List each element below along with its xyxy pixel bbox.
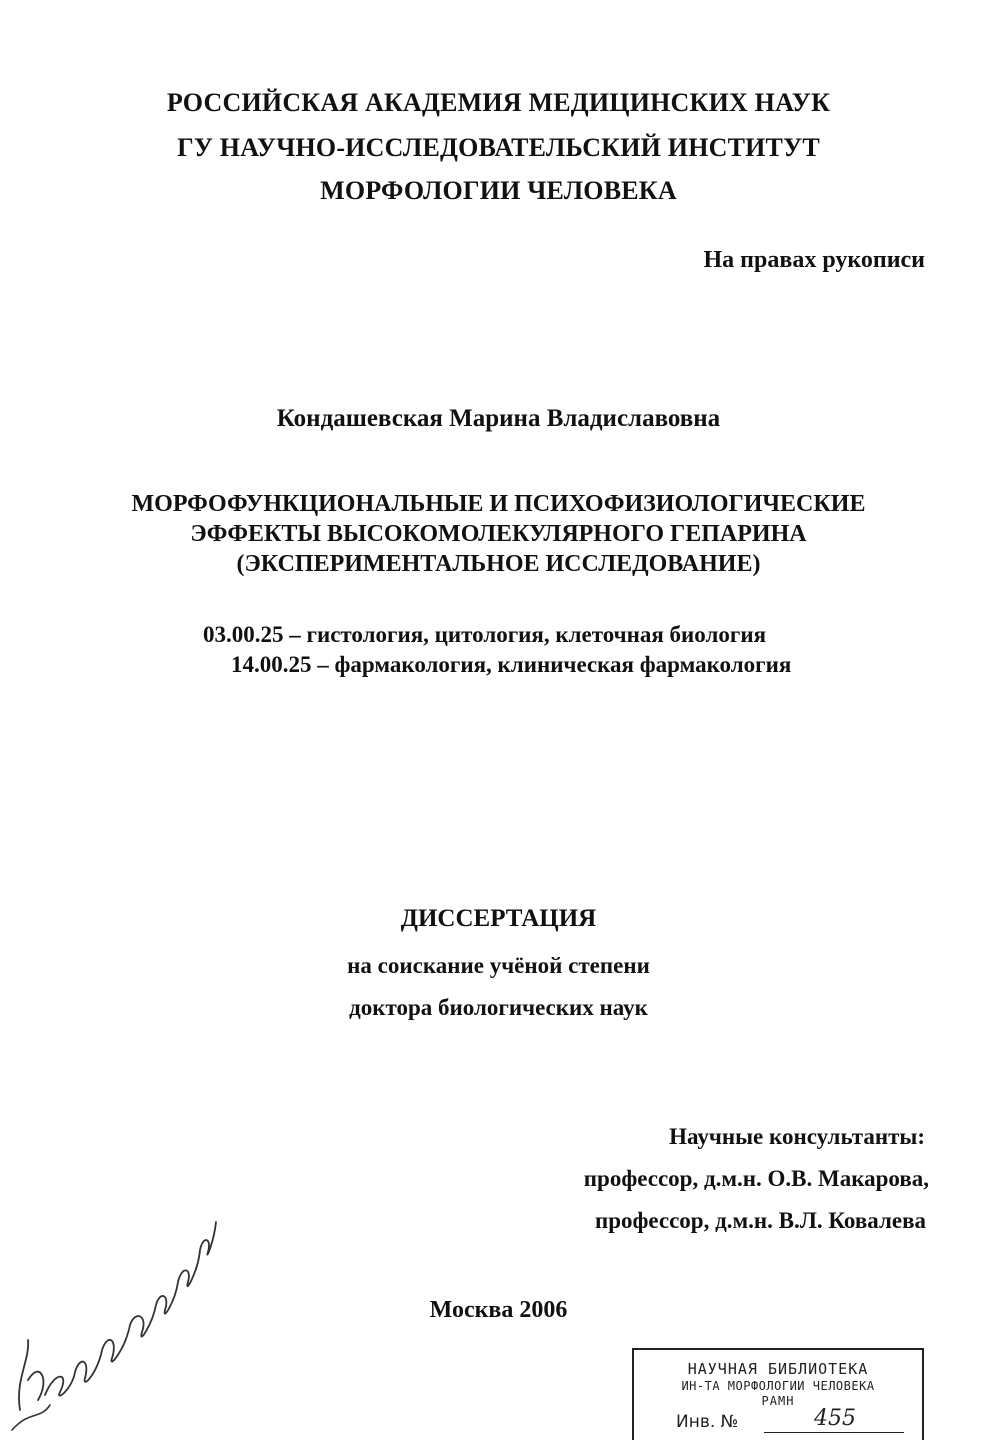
handwritten-signature: [0, 1110, 230, 1440]
institution-line-1: РОССИЙСКАЯ АКАДЕМИЯ МЕДИЦИНСКИХ НАУК: [166, 88, 831, 117]
author-name: Кондашевская Марина Владиславовна: [276, 405, 721, 432]
consultant-2: профессор, д.м.н. В.Л. Ковалева: [594, 1208, 926, 1233]
stamp-inventory-label: Инв. №: [676, 1412, 739, 1432]
institution-line-3: МОРФОЛОГИИ ЧЕЛОВЕКА: [320, 176, 677, 205]
specialty-2: 14.00.25 – фармакология, клиническая фармакология: [231, 652, 792, 677]
title-line-2: ЭФФЕКТЫ ВЫСОКОМОЛЕКУЛЯРНОГО ГЕПАРИНА: [190, 521, 807, 547]
city-year: Москва 2006: [429, 1297, 568, 1323]
stamp-line-3: РАМН: [761, 1394, 795, 1408]
title-line-1: МОРФОФУНКЦИОНАЛЬНЫЕ И ПСИХОФИЗИОЛОГИЧЕСКИЕ: [131, 491, 866, 517]
stamp-line-2: ИН-ТА МОРФОЛОГИИ ЧЕЛОВЕКА: [681, 1379, 875, 1393]
specialty-1: 03.00.25 – гистология, цитология, клеточная биология: [203, 622, 767, 647]
work-type: ДИССЕРТАЦИЯ: [400, 905, 597, 932]
institution-line-2: ГУ НАУЧНО-ИССЛЕДОВАТЕЛЬСКИЙ ИНСТИТУТ: [177, 133, 820, 162]
consultants-heading: Научные консультанты:: [669, 1124, 925, 1149]
title-line-3: (ЭКСПЕРИМЕНТАЛЬНОЕ ИССЛЕДОВАНИЕ): [236, 551, 761, 577]
stamp-underline: [764, 1432, 904, 1433]
degree-line-2: доктора биологических наук: [349, 995, 648, 1020]
manuscript-note: На правах рукописи: [703, 247, 925, 273]
consultant-1: профессор, д.м.н. О.В. Макарова,: [583, 1166, 929, 1191]
library-stamp: [632, 1348, 924, 1440]
stamp-line-1: НАУЧНАЯ БИБЛИОТЕКА: [687, 1360, 869, 1378]
stamp-inventory-number: 455: [814, 1406, 856, 1431]
degree-line-1: на соискание учёной степени: [347, 953, 650, 978]
